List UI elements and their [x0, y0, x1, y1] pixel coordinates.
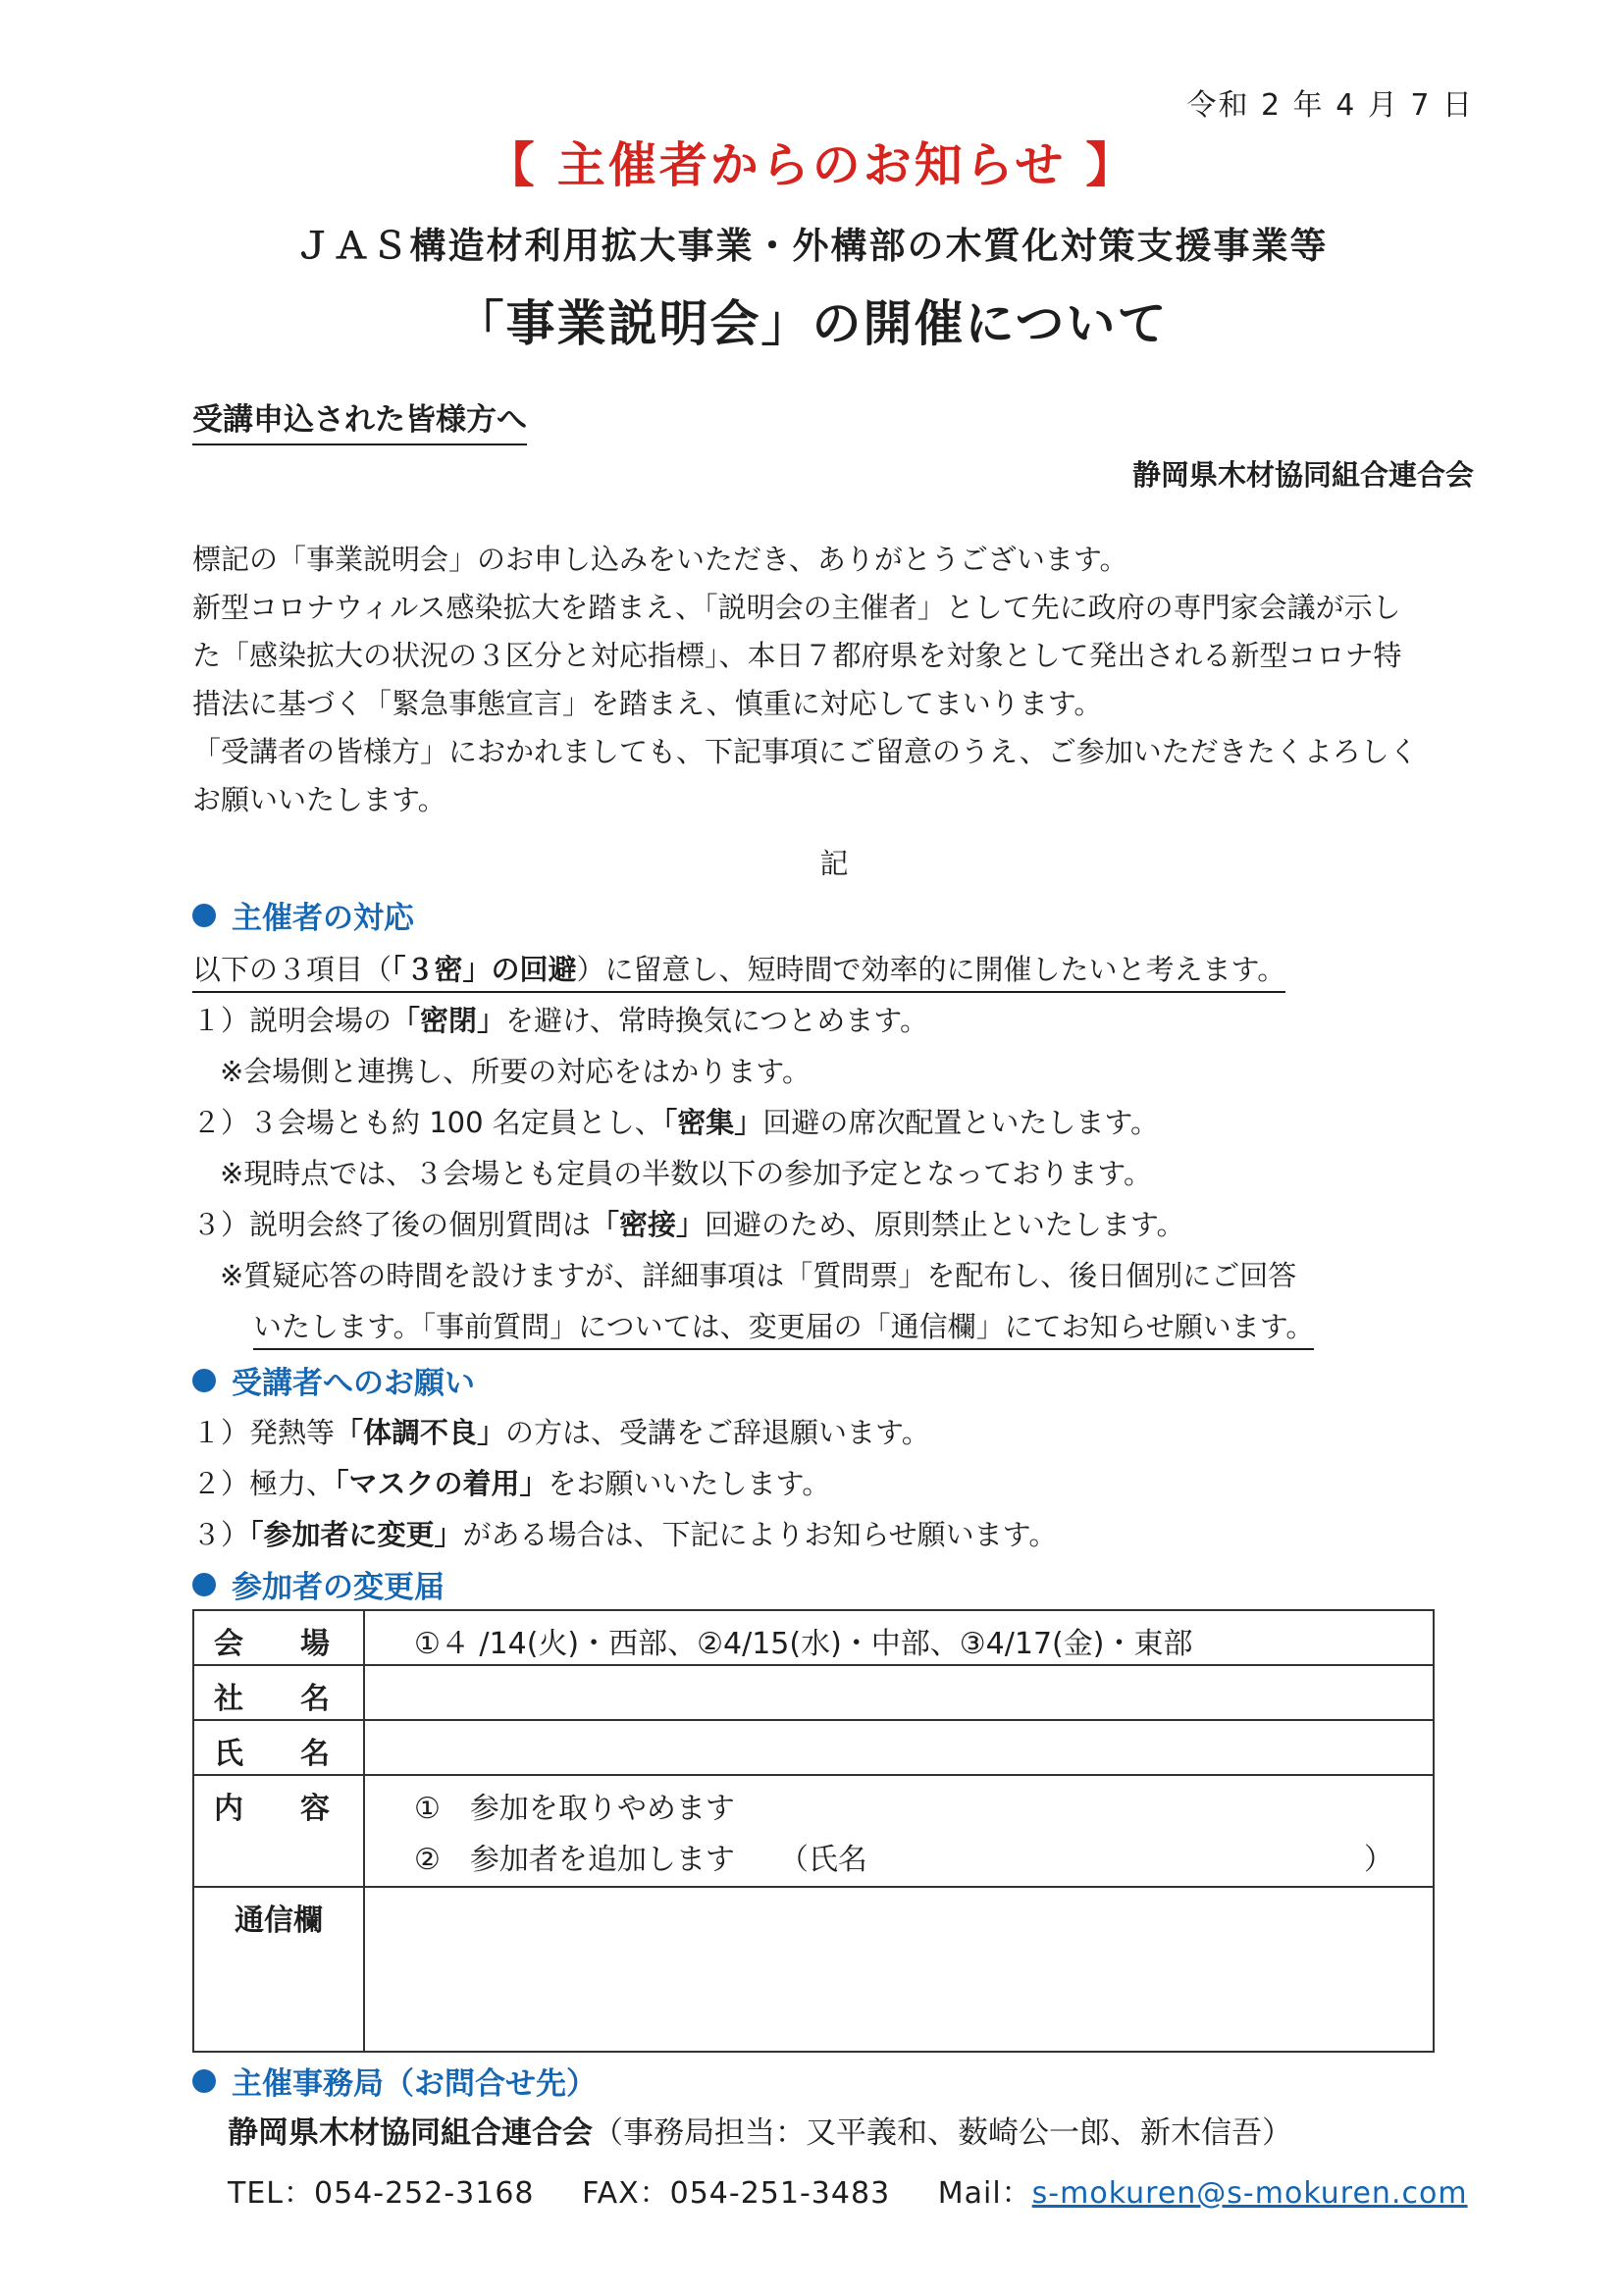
intro-line: 「受講者の皆様方」におかれましても、下記事項にご留意のうえ、ご参加いただきたくよろしく: [192, 735, 1418, 768]
intro-line: 措法に基づく「緊急事態宣言」を踏まえ、慎重に対応してまいります。: [192, 687, 1103, 720]
sender-organization: 静岡県木材協同組合連合会: [1131, 458, 1474, 492]
intro-line: 標記の「事業説明会」のお申し込みをいただき、ありがとうございます。: [192, 543, 1128, 576]
form-row-name: [193, 1720, 1434, 1775]
mail-label: Mail：: [937, 2176, 1032, 2211]
item-emphasis: 「密集」: [662, 1106, 763, 1139]
item-text: ３）: [192, 1518, 250, 1551]
organizer-item-1-note: ※会場側と連携し、所要の対応をはかります。: [220, 1055, 811, 1088]
addressee: 受講申込された皆様方へ: [192, 394, 527, 445]
request-item-1: [192, 1411, 930, 1451]
bullet-dot-icon: [192, 1573, 216, 1596]
tel-number: TEL：054-252-3168: [228, 2176, 535, 2211]
item-text: をお願いいたします。: [548, 1467, 831, 1500]
name-field[interactable]: [364, 1720, 1434, 1775]
intro-line: 新型コロナウィルス感染拡大を踏まえ、「説明会の主催者」として先に政府の専門家会議が示し: [192, 591, 1401, 624]
intro-line: お願いいたします。: [192, 783, 446, 816]
lead-text: ）に留意し、短時間で効率的に開催したいと考えます。: [576, 953, 1286, 986]
item-emphasis: 「密閉」: [392, 1004, 506, 1037]
item-emphasis: 「マスクの着用」: [335, 1467, 549, 1500]
item-text: ２）極力、: [192, 1467, 336, 1500]
organizer-item-2-note: ※現時点では、３会場とも定員の半数以下の参加予定となっております。: [220, 1157, 1152, 1190]
request-item-3: [192, 1513, 1057, 1553]
section-change-form: [192, 1562, 445, 1606]
form-row-content: [193, 1775, 1434, 1887]
section-title: 受講者へのお願い: [232, 1366, 475, 1401]
headline: 【 主催者からのお知らせ 】: [486, 137, 1137, 193]
organizer-item-3-note: ※質疑応答の時間を設けますが、詳細事項は「質問票」を配布し、後日個別にご回答: [220, 1259, 1297, 1292]
form-row-message: [193, 1887, 1434, 2052]
request-item-2: [192, 1462, 830, 1502]
company-field[interactable]: [364, 1665, 1434, 1720]
content-options: [364, 1775, 1434, 1887]
item-text: ２）３会場とも約 100 名定員とし、: [192, 1106, 663, 1139]
section-organizer-response: [192, 893, 414, 937]
email-link[interactable]: s-mokuren@s-mokuren.com: [1031, 2176, 1468, 2211]
item-emphasis: 「体調不良」: [335, 1416, 506, 1449]
organizer-item-1: [192, 999, 928, 1039]
option-paren: ）: [1364, 1843, 1393, 1877]
item-emphasis: 「密接」: [591, 1208, 706, 1241]
item-text: 回避の席次配置といたします。: [762, 1106, 1159, 1139]
option-cancel[interactable]: ① 参加を取りやめます: [414, 1792, 735, 1826]
organizer-item-3: [192, 1203, 1185, 1243]
venue-value: ①４ /14(火)・西部、②4/15(水)・中部、③4/17(金)・東部: [364, 1610, 1434, 1665]
organizer-item-2: [192, 1101, 1159, 1141]
item-text: 回避のため、原則禁止といたします。: [705, 1208, 1185, 1241]
fax-number: FAX：054-251-3483: [582, 2176, 891, 2211]
form-row-company: [193, 1665, 1434, 1720]
organizer-lead: [192, 948, 1285, 993]
form-label: 会 場: [193, 1610, 364, 1665]
intro-line: た「感染拡大の状況の３区分と対応指標」、本日７都府県を対象として発出される新型コロナ特: [192, 639, 1402, 672]
option-add-attendee[interactable]: [414, 1835, 1433, 1886]
section-contact: [192, 2059, 597, 2103]
item-emphasis: 「参加者に変更」: [249, 1518, 463, 1551]
org-staff: （事務局担当：又平義和、薮崎公一郎、新木信吾）: [593, 2115, 1292, 2151]
lead-emphasis: 「３密」の回避: [392, 953, 577, 986]
bullet-dot-icon: [192, 1369, 216, 1392]
org-name: 静岡県木材協同組合連合会: [228, 2115, 593, 2151]
form-label: 通信欄: [193, 1887, 364, 2052]
issue-date: 令和 2 年 4 月 7 日: [1186, 88, 1474, 123]
intro-paragraph: [192, 536, 1478, 824]
bullet-dot-icon: [192, 2069, 216, 2093]
subtitle-projects: ＪＡＳ構造材利用拡大事業・外構部の木質化対策支援事業等: [294, 225, 1329, 267]
option-text: ② 参加者を追加します （氏名: [414, 1843, 867, 1877]
contact-details: [228, 2168, 1468, 2212]
section-attendee-requests: [192, 1358, 475, 1402]
message-field[interactable]: [364, 1887, 1434, 2052]
item-text: ３）説明会終了後の個別質問は: [192, 1208, 592, 1241]
ki-mark: 記: [819, 847, 849, 880]
change-form-table: [192, 1609, 1435, 2053]
item-text: を避け、常時換気につとめます。: [505, 1004, 928, 1037]
form-row-venue: [193, 1610, 1434, 1665]
section-title: 参加者の変更届: [232, 1570, 445, 1605]
item-text: １）説明会場の: [192, 1004, 393, 1037]
item-text: がある場合は、下記によりお知らせ願います。: [462, 1518, 1058, 1551]
lead-text: 以下の３項目（: [192, 953, 393, 986]
subtitle-briefing: 「事業説明会」の開催について: [454, 295, 1169, 352]
section-title: 主催者の対応: [232, 901, 414, 936]
form-label: 内 容: [193, 1775, 364, 1887]
section-title: 主催事務局（お問合せ先）: [232, 2066, 597, 2102]
contact-organization: [228, 2108, 1292, 2152]
form-label: 氏 名: [193, 1720, 364, 1775]
bullet-dot-icon: [192, 904, 216, 927]
item-text: １）発熱等: [192, 1416, 336, 1449]
organizer-item-3-note-cont: いたします。「事前質問」については、変更届の「通信欄」にてお知らせ願います。: [253, 1305, 1314, 1350]
item-text: の方は、受講をご辞退願います。: [505, 1416, 930, 1449]
form-label: 社 名: [193, 1665, 364, 1720]
